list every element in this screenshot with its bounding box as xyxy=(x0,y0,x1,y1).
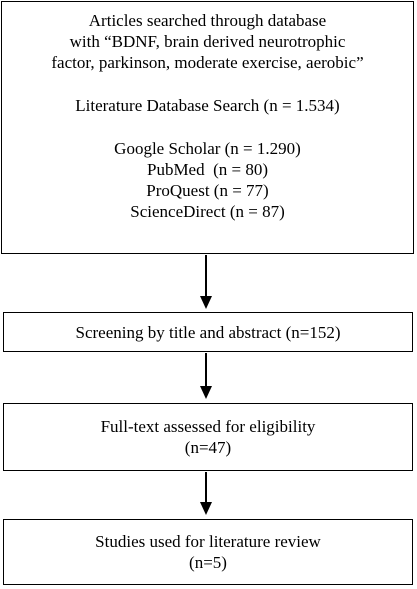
source-sciencedirect: ScienceDirect (n = 87) xyxy=(130,202,285,221)
fulltext-line-2: (n=47) xyxy=(184,438,232,457)
query-line-1: Articles searched through database xyxy=(88,11,327,30)
source-proquest: ProQuest (n = 77) xyxy=(146,181,269,200)
database-search-total: Literature Database Search (n = 1.534) xyxy=(75,96,340,115)
arrow-fulltext-to-included xyxy=(200,472,212,515)
included-line-2: (n=5) xyxy=(189,553,227,572)
source-pubmed: PubMed (n = 80) xyxy=(146,160,269,179)
arrow-search-to-screening xyxy=(200,255,212,309)
arrow-screening-to-fulltext xyxy=(200,353,212,399)
included-line-1: Studies used for literature review xyxy=(95,532,321,551)
source-google-scholar: Google Scholar (n = 1.290) xyxy=(114,139,301,158)
fulltext-line-1: Full-text assessed for eligibility xyxy=(100,417,316,436)
query-line-2: with “BDNF, brain derived neurotrophic xyxy=(69,32,346,51)
screening-text: Screening by title and abstract (n=152) xyxy=(75,322,341,342)
query-line-3: factor, parkinson, moderate exercise, aerobic” xyxy=(51,53,364,72)
